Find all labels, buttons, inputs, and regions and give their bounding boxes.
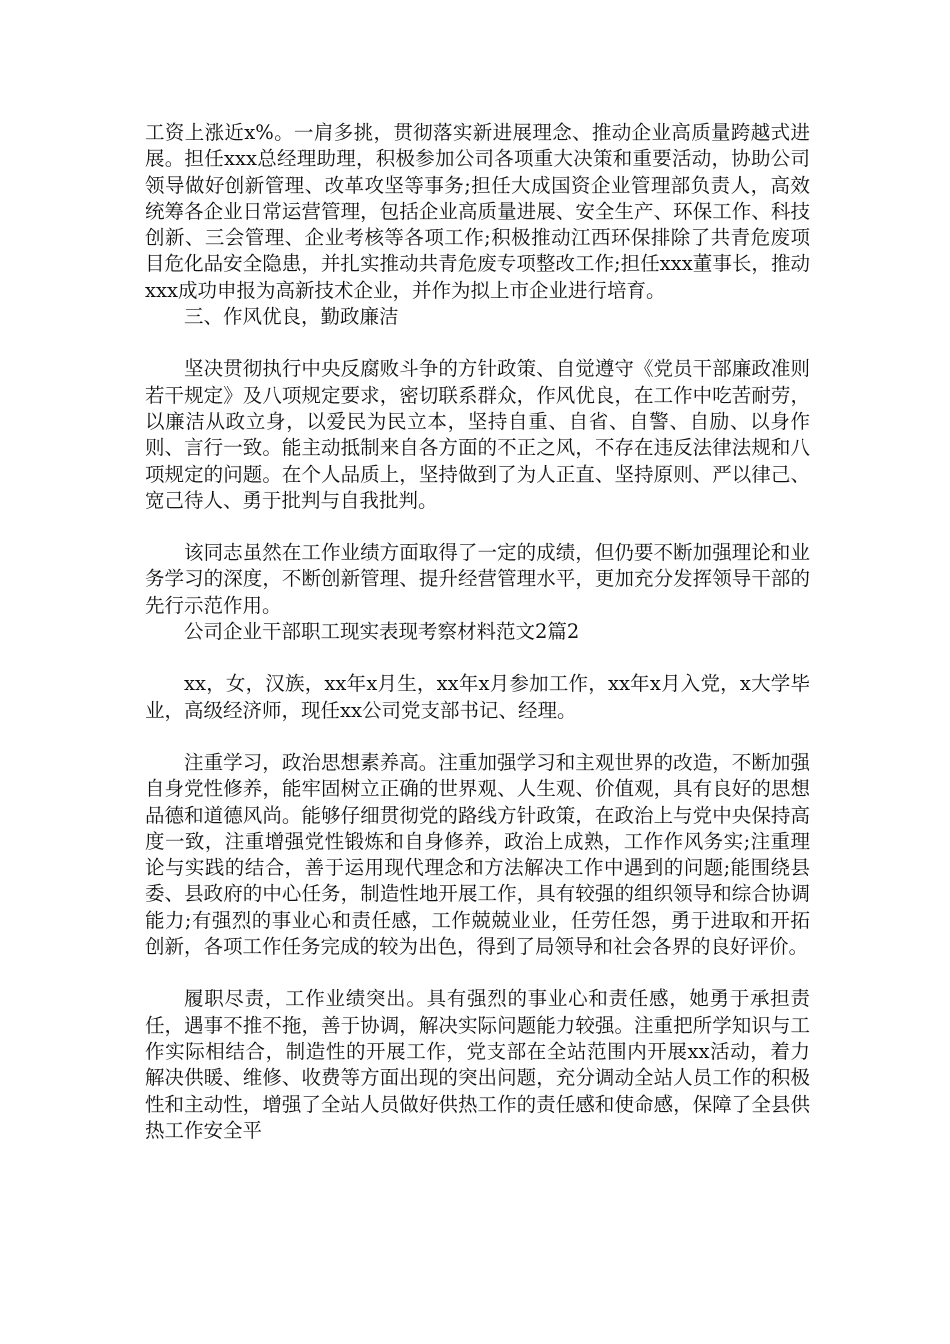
paragraph-work-achievements-continued: 工资上涨近x%。一肩多挑，贯彻落实新进展理念、推动企业高质量跨越式进展。担任xxx总经理助理，积极参加公司各项重大决策和重要活动，协助公司领导做好创新管理、改革攻坚等事务;担任大成国资企业管理部负责人，高效统筹各企业日常运营管理，包括企业高质量进展、安全生产、环保工作、科技创新、三会管理、企业考核等各项工作;积极推动江西环保排除了共青危废项目危化品安全隐患，并扎实推动共青危废专项整改工作;担任xxx董事长，推动xxx成功申报为高新技术企业，并作为拟上市企业进行培育。 xyxy=(145,121,810,302)
paragraph-duty-performance: 履职尽责，工作业绩突出。具有强烈的事业心和责任感，她勇于承担责任，遇事不推不拖，善于协调，解决实际问题能力较强。注重把所学知识与工作实际相结合，制造性的开展工作，党支部在全站范围内开展xx活动，着力解决供暖、维修、收费等方面出现的突出问题，充分调动全站人员工作的积极性和主动性，增强了全站人员做好供热工作的责任感和使命感，保障了全县供热工作安全平 xyxy=(145,987,810,1142)
paragraph-integrity: 坚决贯彻执行中央反腐败斗争的方针政策、自觉遵守《党员干部廉政准则若干规定》及八项规定要求，密切联系群众，作风优良，在工作中吃苦耐劳，以廉洁从政立身，以爱民为民立本，坚持自重、自省、自警、自励、以身作则、言行一致。能主动抵制来自各方面的不正之风，不存在违反法律法规和八项规定的问题。在个人品质上，坚持做到了为人正直、坚持原则、严以律己、宽己待人、勇于批判与自我批判。 xyxy=(145,357,810,512)
article-title-2: 公司企业干部职工现实表现考察材料范文2篇2 xyxy=(184,620,580,644)
paragraph-profile: xx，女，汉族，xx年x月生，xx年x月参加工作，xx年x月入党，x大学毕业，高级经济师，现任xx公司党支部书记、经理。 xyxy=(145,672,810,722)
paragraph-improvement: 该同志虽然在工作业绩方面取得了一定的成绩，但仍要不断加强理论和业务学习的深度，不断创新管理、提升经营管理水平，更加充分发挥领导干部的先行示范作用。 xyxy=(145,541,810,617)
section-heading-style-integrity: 三、作风优良，勤政廉洁 xyxy=(184,305,399,329)
document-page xyxy=(145,120,810,1144)
paragraph-study-politics: 注重学习，政治思想素养高。注重加强学习和主观世界的改造，不断加强自身党性修养，能牢固树立正确的世界观、人生观、价值观，具有良好的思想品德和道德风尚。能够仔细贯彻党的路线方针政策，在政治上与党中央保持高度一致，注重增强党性锻炼和自身修养，政治上成熟，工作作风务实;注重理论与实践的结合，善于运用现代理念和方法解决工作中遇到的问题;能围绕县委、县政府的中心任务，制造性地开展工作，具有较强的组织领导和综合协调能力;有强烈的事业心和责任感，工作兢兢业业，任劳任怨，勇于进取和开拓创新，各项工作任务完成的较为出色，得到了局领导和社会各界的良好评价。 xyxy=(145,750,810,959)
